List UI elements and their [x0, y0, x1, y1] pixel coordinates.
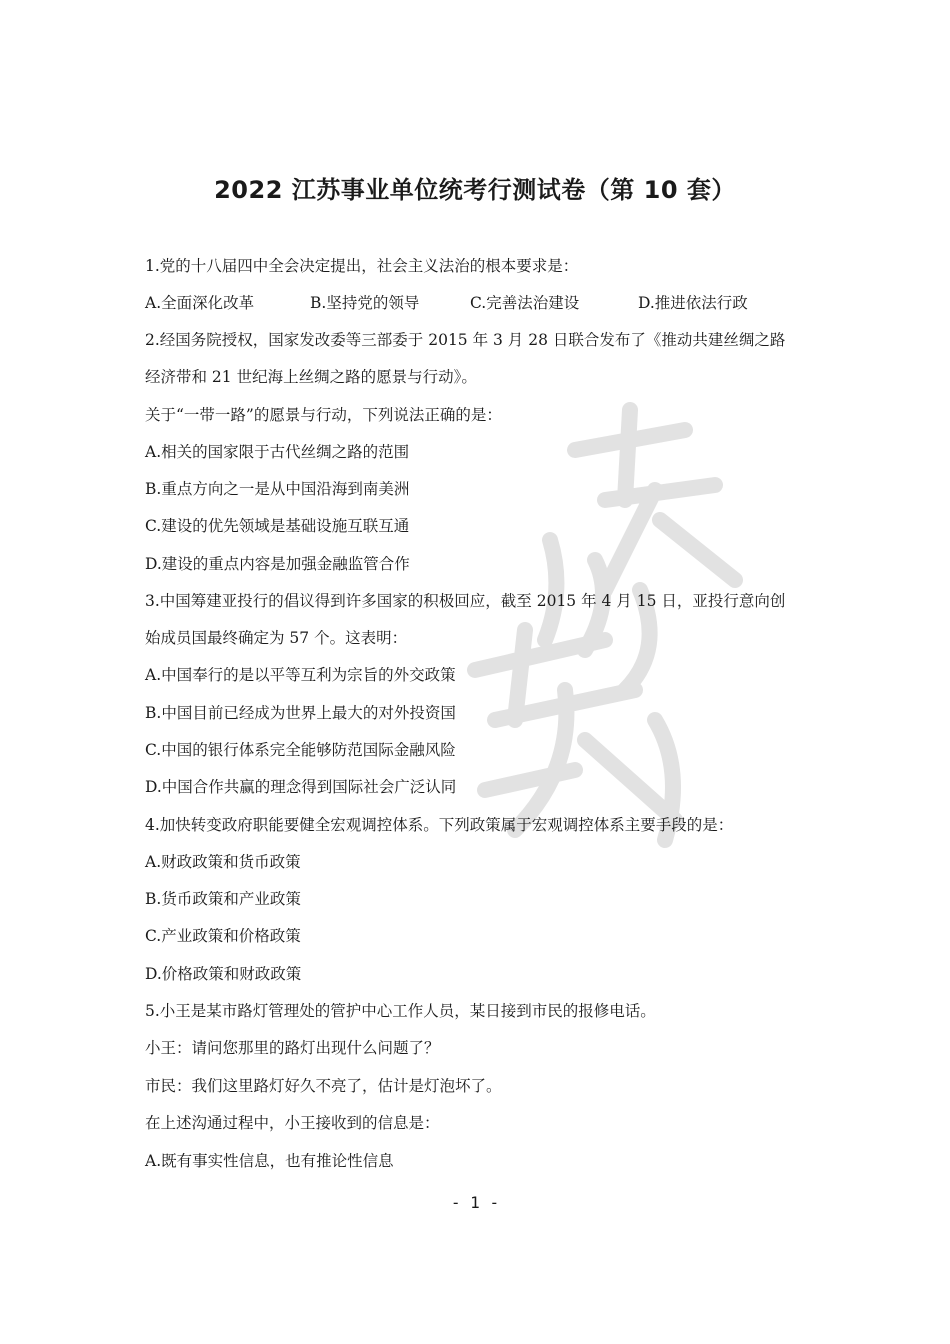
q1-option-a: A.全面深化改革 [145, 294, 255, 312]
q3-option-b: B.中国目前已经成为世界上最大的对外投资国 [145, 704, 456, 722]
question-5-stem-line-1: 5.小王是某市路灯管理处的管护中心工作人员，某日接到市民的报修电话。 [145, 1002, 656, 1020]
q3-option-a: A.中国奉行的是以平等互利为宗旨的外交政策 [145, 666, 456, 684]
page-number: - 1 - [450, 1193, 500, 1212]
watermark-logo [455, 390, 755, 860]
q3-option-c: C.中国的银行体系完全能够防范国际金融风险 [145, 741, 456, 759]
q4-option-d: D.价格政策和财政政策 [145, 965, 302, 983]
question-1-options [145, 293, 805, 313]
q5-option-a: A.既有事实性信息，也有推论性信息 [145, 1152, 394, 1170]
question-2-stem-line-1: 2.经国务院授权，国家发改委等三部委于 2015 年 3 月 28 日联合发布了《推动共建丝绸之路 [145, 331, 786, 349]
question-2-stem-line-2: 经济带和 21 世纪海上丝绸之路的愿景与行动》。 [145, 368, 477, 386]
question-1-stem: 1.党的十八届四中全会决定提出，社会主义法治的根本要求是： [145, 257, 579, 275]
question-3-stem-line-2: 始成员国最终确定为 57 个。这表明： [145, 629, 408, 647]
question-4-stem: 4.加快转变政府职能要健全宏观调控体系。下列政策属于宏观调控体系主要手段的是： [145, 816, 734, 834]
question-5-stem-line-3: 市民：我们这里路灯好久不亮了，估计是灯泡坏了。 [145, 1077, 502, 1095]
q1-option-c: C.完善法治建设 [470, 294, 580, 312]
question-5-stem-line-4: 在上述沟通过程中，小王接收到的信息是： [145, 1114, 440, 1132]
q2-option-c: C.建设的优先领域是基础设施互联互通 [145, 517, 410, 535]
q2-option-d: D.建设的重点内容是加强金融监管合作 [145, 555, 410, 573]
q2-option-a: A.相关的国家限于古代丝绸之路的范围 [145, 443, 410, 461]
q4-option-b: B.货币政策和产业政策 [145, 890, 301, 908]
question-2-stem-line-3: 关于“一带一路”的愿景与行动，下列说法正确的是： [145, 406, 502, 424]
q1-option-d: D.推进依法行政 [638, 294, 748, 312]
q2-option-b: B.重点方向之一是从中国沿海到南美洲 [145, 480, 410, 498]
question-5-stem-line-2: 小王：请问您那里的路灯出现什么问题了？ [145, 1039, 440, 1057]
q4-option-c: C.产业政策和价格政策 [145, 927, 301, 945]
q4-option-a: A.财政政策和货币政策 [145, 853, 301, 871]
page-title: 2022 江苏事业单位统考行测试卷（第 10 套） [214, 176, 736, 204]
q3-option-d: D.中国合作共赢的理念得到国际社会广泛认同 [145, 778, 457, 796]
question-3-stem-line-1: 3.中国筹建亚投行的倡议得到许多国家的积极回应，截至 2015 年 4 月 15 日，亚投行意向创 [145, 592, 786, 610]
q1-option-b: B.坚持党的领导 [310, 294, 420, 312]
